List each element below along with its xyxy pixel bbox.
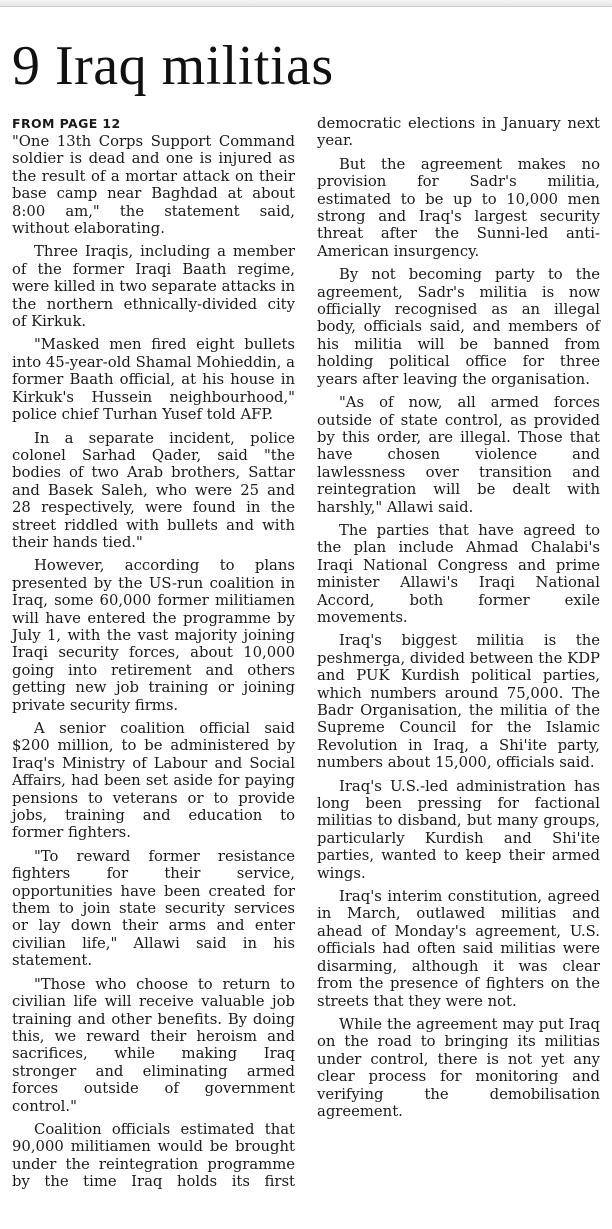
article-body xyxy=(12,115,600,1220)
paragraph: Iraq's interim constitution, agreed in March, outlawed militias and ahead of Monday's agreement, U.S. officials had often said militias were disarming, although it was clear from the presence of fighters on the streets that they were not. xyxy=(317,888,600,1010)
paragraph: Coalition officials estimated that 90,000 militiamen would be brought under the reintegration programme by the time Iraq holds its first democratic elections in January next year. xyxy=(12,115,600,1191)
paragraph: The parties that have agreed to the plan include Ahmad Chalabi's Iraqi National Congress and prime minister Allawi's Iraqi National Accord, both former exile movements. xyxy=(317,521,600,626)
paragraph: "To reward former resistance fighters for their service, opportunities have been created for them to join state security services or lay down their arms and enter civilian life," Allawi said in his statement. xyxy=(12,847,295,970)
paragraph: "Those who choose to return to civilian life will receive valuable job training and other benefits. By doing this, we reward their heroism and sacrifices, while making Iraq stronger and eliminating armed forces outside of government control." xyxy=(12,975,295,1115)
paragraph: Iraq's U.S.-led administration has long been pressing for factional militias to disband, but many groups, particularly Kurdish and Shi'ite parties, wanted to keep their armed wings. xyxy=(317,777,600,882)
paragraph: However, according to plans presented by the US-run coalition in Iraq, some 60,000 former militiamen will have entered the programme by July 1, with the vast majority joining Iraqi security forces, about 10,000 going into retirement and others getting new job training or joining private security firms. xyxy=(12,557,295,714)
top-rule xyxy=(0,0,612,7)
paragraph: "Masked men fired eight bullets into 45-year-old Shamal Mohieddin, a former Baath official, at his house in Kirkuk's Hussein neighbourhood," police chief Turhan Yusef told AFP. xyxy=(12,336,295,424)
paragraph: A senior coalition official said $200 million, to be administered by Iraq's Ministry of Labour and Social Affairs, had been set aside for paying pensions to veterans or to provide jobs, training and education to former fighters. xyxy=(12,720,295,842)
paragraph: "As of now, all armed forces outside of state control, as provided by this order, are illegal. Those that have chosen violence and lawlessness over transition and reintegration will be dealt with harshly," Allawi said. xyxy=(317,394,600,516)
paragraph: But the agreement makes no provision for Sadr's militia, estimated to be up to 10,000 men strong and Iraq's largest security threat after the Sunni-led anti-American insurgency. xyxy=(317,155,600,260)
paragraph: While the agreement may put Iraq on the road to bringing its militias under control, there is not yet any clear process for monitoring and verifying the demobilisation agreement. xyxy=(317,1015,600,1120)
paragraph: Iraq's biggest militia is the peshmerga, divided between the KDP and PUK Kurdish political parties, which numbers around 75,000. The Badr Organisation, the militia of the Supreme Council for the Islamic Revolution in Iraq, a Shi'ite party, numbers about 15,000, officials said. xyxy=(317,632,601,772)
paragraph: "One 13th Corps Support Command soldier is dead and one is injured as the result of a mortar attack on their base camp near Baghdad at about 8:00 am," the statement said, without elaborating. xyxy=(12,133,295,238)
paragraph: Three Iraqis, including a member of the former Iraqi Baath regime, were killed in two separate attacks in the northern ethnically-divided city of Kirkuk. xyxy=(12,243,295,331)
continuation-label: FROM PAGE 12 xyxy=(12,116,121,131)
paragraph: In a separate incident, police colonel Sarhad Qader, said "the bodies of two Arab brothers, Sattar and Basek Saleh, who were 25 and 28 respectively, were found in the street riddled with bullets and with their hands tied." xyxy=(12,429,295,551)
paragraph: By not becoming party to the agreement, Sadr's militia is now officially recognised as an illegal body, officials said, and members of his militia will be banned from holding political office for three years after leaving the organisation. xyxy=(317,266,600,388)
headline: 9 Iraq militias xyxy=(12,35,334,97)
